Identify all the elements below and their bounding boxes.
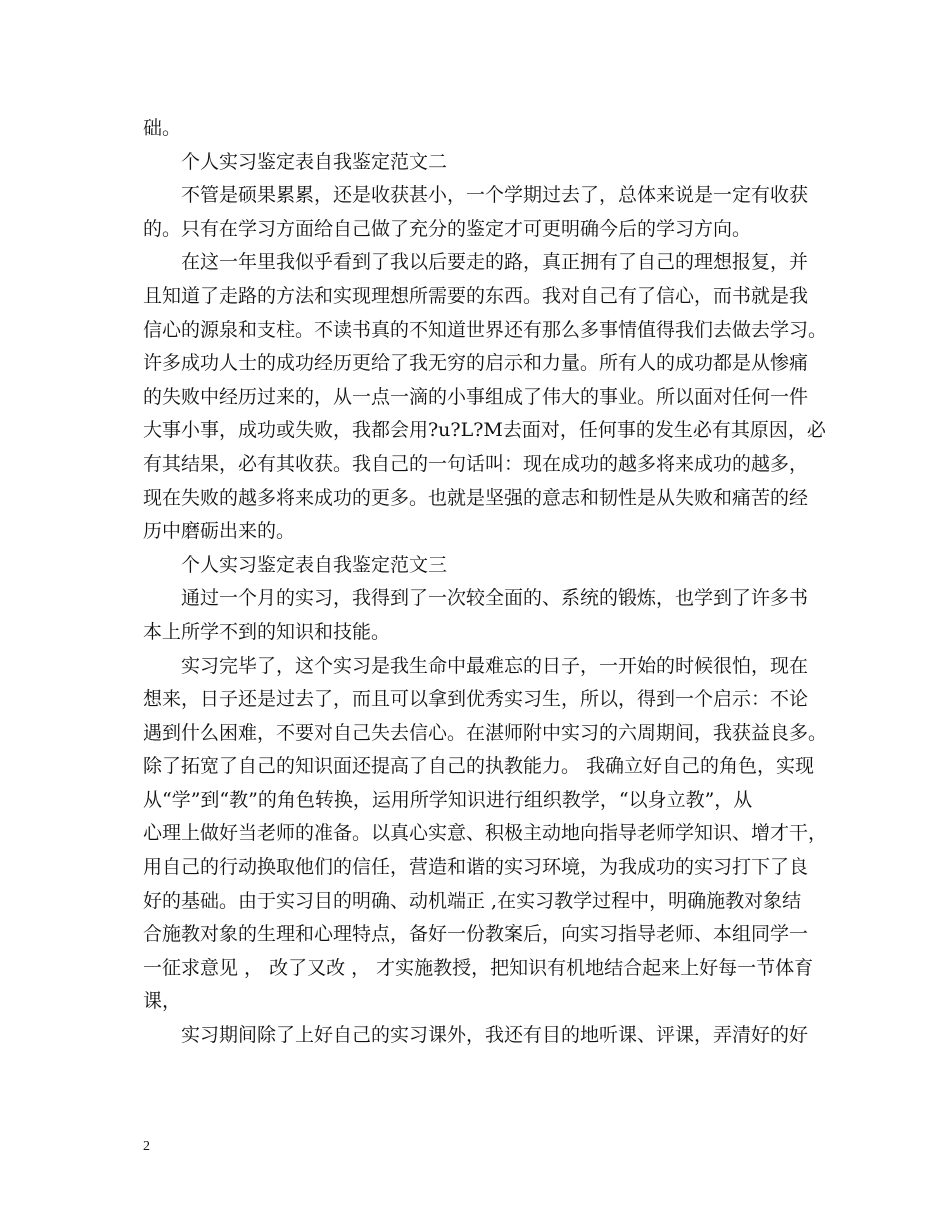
text-line: 的失败中经历过来的，从一点一滴的小事组成了伟大的事业。所以面对任何一件 bbox=[143, 385, 809, 408]
paragraph-first-line: 个人实习鉴定表自我鉴定范文三 bbox=[181, 553, 448, 576]
paragraph-first-line: 实习期间除了上好自己的实习课外，我还有目的地听课、评课，弄清好的好 bbox=[181, 1024, 809, 1047]
text-line: 历中磨砺出来的。 bbox=[143, 520, 296, 543]
text-line: 本上所学不到的知识和技能。 bbox=[143, 620, 391, 643]
text-line: 许多成功人士的成功经历更给了我无穷的启示和力量。所有人的成功都是从惨痛 bbox=[143, 352, 809, 375]
text-line: 有其结果，必有其收获。我自己的一句话叫：现在成功的越多将来成功的越多， bbox=[143, 452, 809, 475]
text-line: 础。 bbox=[143, 117, 182, 139]
text-line: 大事小事，成功或失败，我都会用?u?L?M去面对，任何事的发生必有其原因，必 bbox=[143, 419, 826, 442]
text-line: 一征求意见 ， 改了又改 ， 才实施教授，把知识有机地结合起来上好每一节体育 bbox=[143, 956, 814, 979]
paragraph-first-line: 实习完毕了，这个实习是我生命中最难忘的日子，一开始的时候很怕，现在 bbox=[181, 654, 809, 677]
paragraph-first-line: 个人实习鉴定表自我鉴定范文二 bbox=[181, 150, 448, 173]
text-line: 课， bbox=[143, 990, 182, 1013]
text-line: 现在失败的越多将来成功的更多。也就是坚强的意志和韧性是从失败和痛苦的经 bbox=[143, 486, 809, 509]
text-line: 除了拓宽了自己的知识面还提高了自己的执教能力。 我确立好自己的角色，实现 bbox=[143, 755, 815, 778]
text-line: 用自己的行动换取他们的信任，营造和谐的实习环境，为我成功的实习打下了良 bbox=[143, 856, 809, 879]
page-number: 2 bbox=[143, 1139, 150, 1154]
paragraph-first-line: 在这一年里我似乎看到了我以后要走的路，真正拥有了自己的理想报复，并 bbox=[181, 251, 809, 274]
text-line: 且知道了走路的方法和实现理想所需要的东西。我对自己有了信心，而书就是我 bbox=[143, 284, 809, 307]
text-line: 的。只有在学习方面给自己做了充分的鉴定才可更明确今后的学习方向。 bbox=[143, 217, 752, 240]
text-line: 合施教对象的生理和心理特点，备好一份教案后，向实习指导老师、本组同学一 bbox=[143, 923, 809, 946]
text-line: 心理上做好当老师的准备。以真心实意、积极主动地向指导老师学知识、增才干， bbox=[143, 822, 828, 845]
text-line: 遇到什么困难，不要对自己失去信心。在湛师附中实习的六周期间，我获益良多。 bbox=[143, 721, 828, 744]
paragraph-first-line: 通过一个月的实习，我得到了一次较全面的、系统的锻炼，也学到了许多书 bbox=[181, 587, 809, 610]
text-line: 好的基础。由于实习目的明确、动机端正 ,在实习教学过程中，明确施教对象结 bbox=[143, 889, 802, 912]
document-body bbox=[143, 112, 828, 1053]
paragraph-first-line: 不管是硕果累累，还是收获甚小，一个学期过去了，总体来说是一定有收获 bbox=[181, 184, 809, 207]
text-line: 想来，日子还是过去了，而且可以拿到优秀实习生，所以，得到一个启示：不论 bbox=[143, 688, 809, 711]
text-line: 信心的源泉和支柱。不读书真的不知道世界还有那么多事情值得我们去做去学习。 bbox=[143, 318, 828, 341]
text-line: 从“学”到“教”的角色转换，运用所学知识进行组织教学，“以身立教”，从 bbox=[143, 788, 753, 811]
